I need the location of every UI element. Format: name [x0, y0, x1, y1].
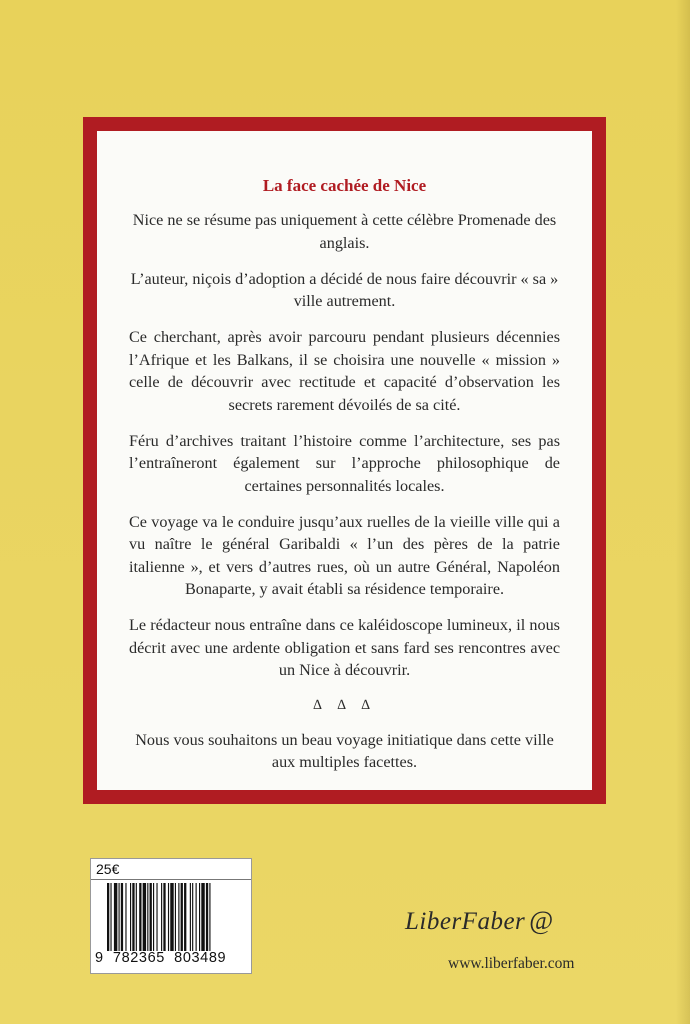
- isbn-number: 9 782365 803489: [95, 950, 227, 966]
- summary-text: [129, 209, 560, 787]
- publisher-website[interactable]: www.liberfaber.com: [448, 955, 575, 972]
- price-divider: [91, 879, 251, 880]
- summary-frame: [83, 117, 606, 804]
- summary-paragraph-2: L’auteur, niçois d’adoption a décidé de nous faire découvrir « sa » ville autrement.: [130, 269, 559, 310]
- publisher-logo-text: LiberFaber: [405, 908, 526, 935]
- quill-at-icon: @: [529, 906, 554, 935]
- closing-paragraph: Nous vous souhaitons un beau voyage initiatique dans cette ville aux multiples facettes.: [135, 730, 554, 771]
- summary-paragraph-3: Ce cherchant, après avoir parcouru pendant plusieurs décennies l’Afrique et les Balkans, il se choisira une nouvelle « mission » celle de découvrir avec rectitude et capacité d’observation les secrets rarement dévoilés de sa cité.: [129, 328, 560, 414]
- barcode-label: [90, 858, 252, 974]
- book-title: La face cachée de Nice: [262, 176, 427, 195]
- price-tag: 25€: [96, 861, 120, 877]
- summary-panel: [97, 131, 592, 790]
- summary-paragraph-5: Ce voyage va le conduire jusqu’aux ruelles de la vieille ville qui a vu naître le général Garibaldi « l’un des pères de la patrie italienne », et vers d’autres rues, où un autre Général, Napoléon Bonaparte, y avait établi sa résidence temporaire.: [129, 512, 560, 598]
- publisher-logo: [405, 906, 554, 936]
- triangle-separator: ∆ ∆ ∆: [313, 698, 376, 713]
- barcode-icon: [107, 883, 245, 951]
- summary-paragraph-6: Le rédacteur nous entraîne dans ce kaléidoscope lumineux, il nous décrit avec une ardente obligation et sans fard ses rencontres avec un Nice à découvrir.: [129, 616, 560, 679]
- cover-edge-shadow: [676, 0, 690, 1024]
- summary-paragraph-1: Nice ne se résume pas uniquement à cette célèbre Promenade des anglais.: [132, 211, 557, 252]
- summary-paragraph-4: Féru d’archives traitant l’histoire comme l’architecture, ses pas l’entraîneront également sur l’approche philosophique de certaines personnalités locales.: [129, 431, 560, 495]
